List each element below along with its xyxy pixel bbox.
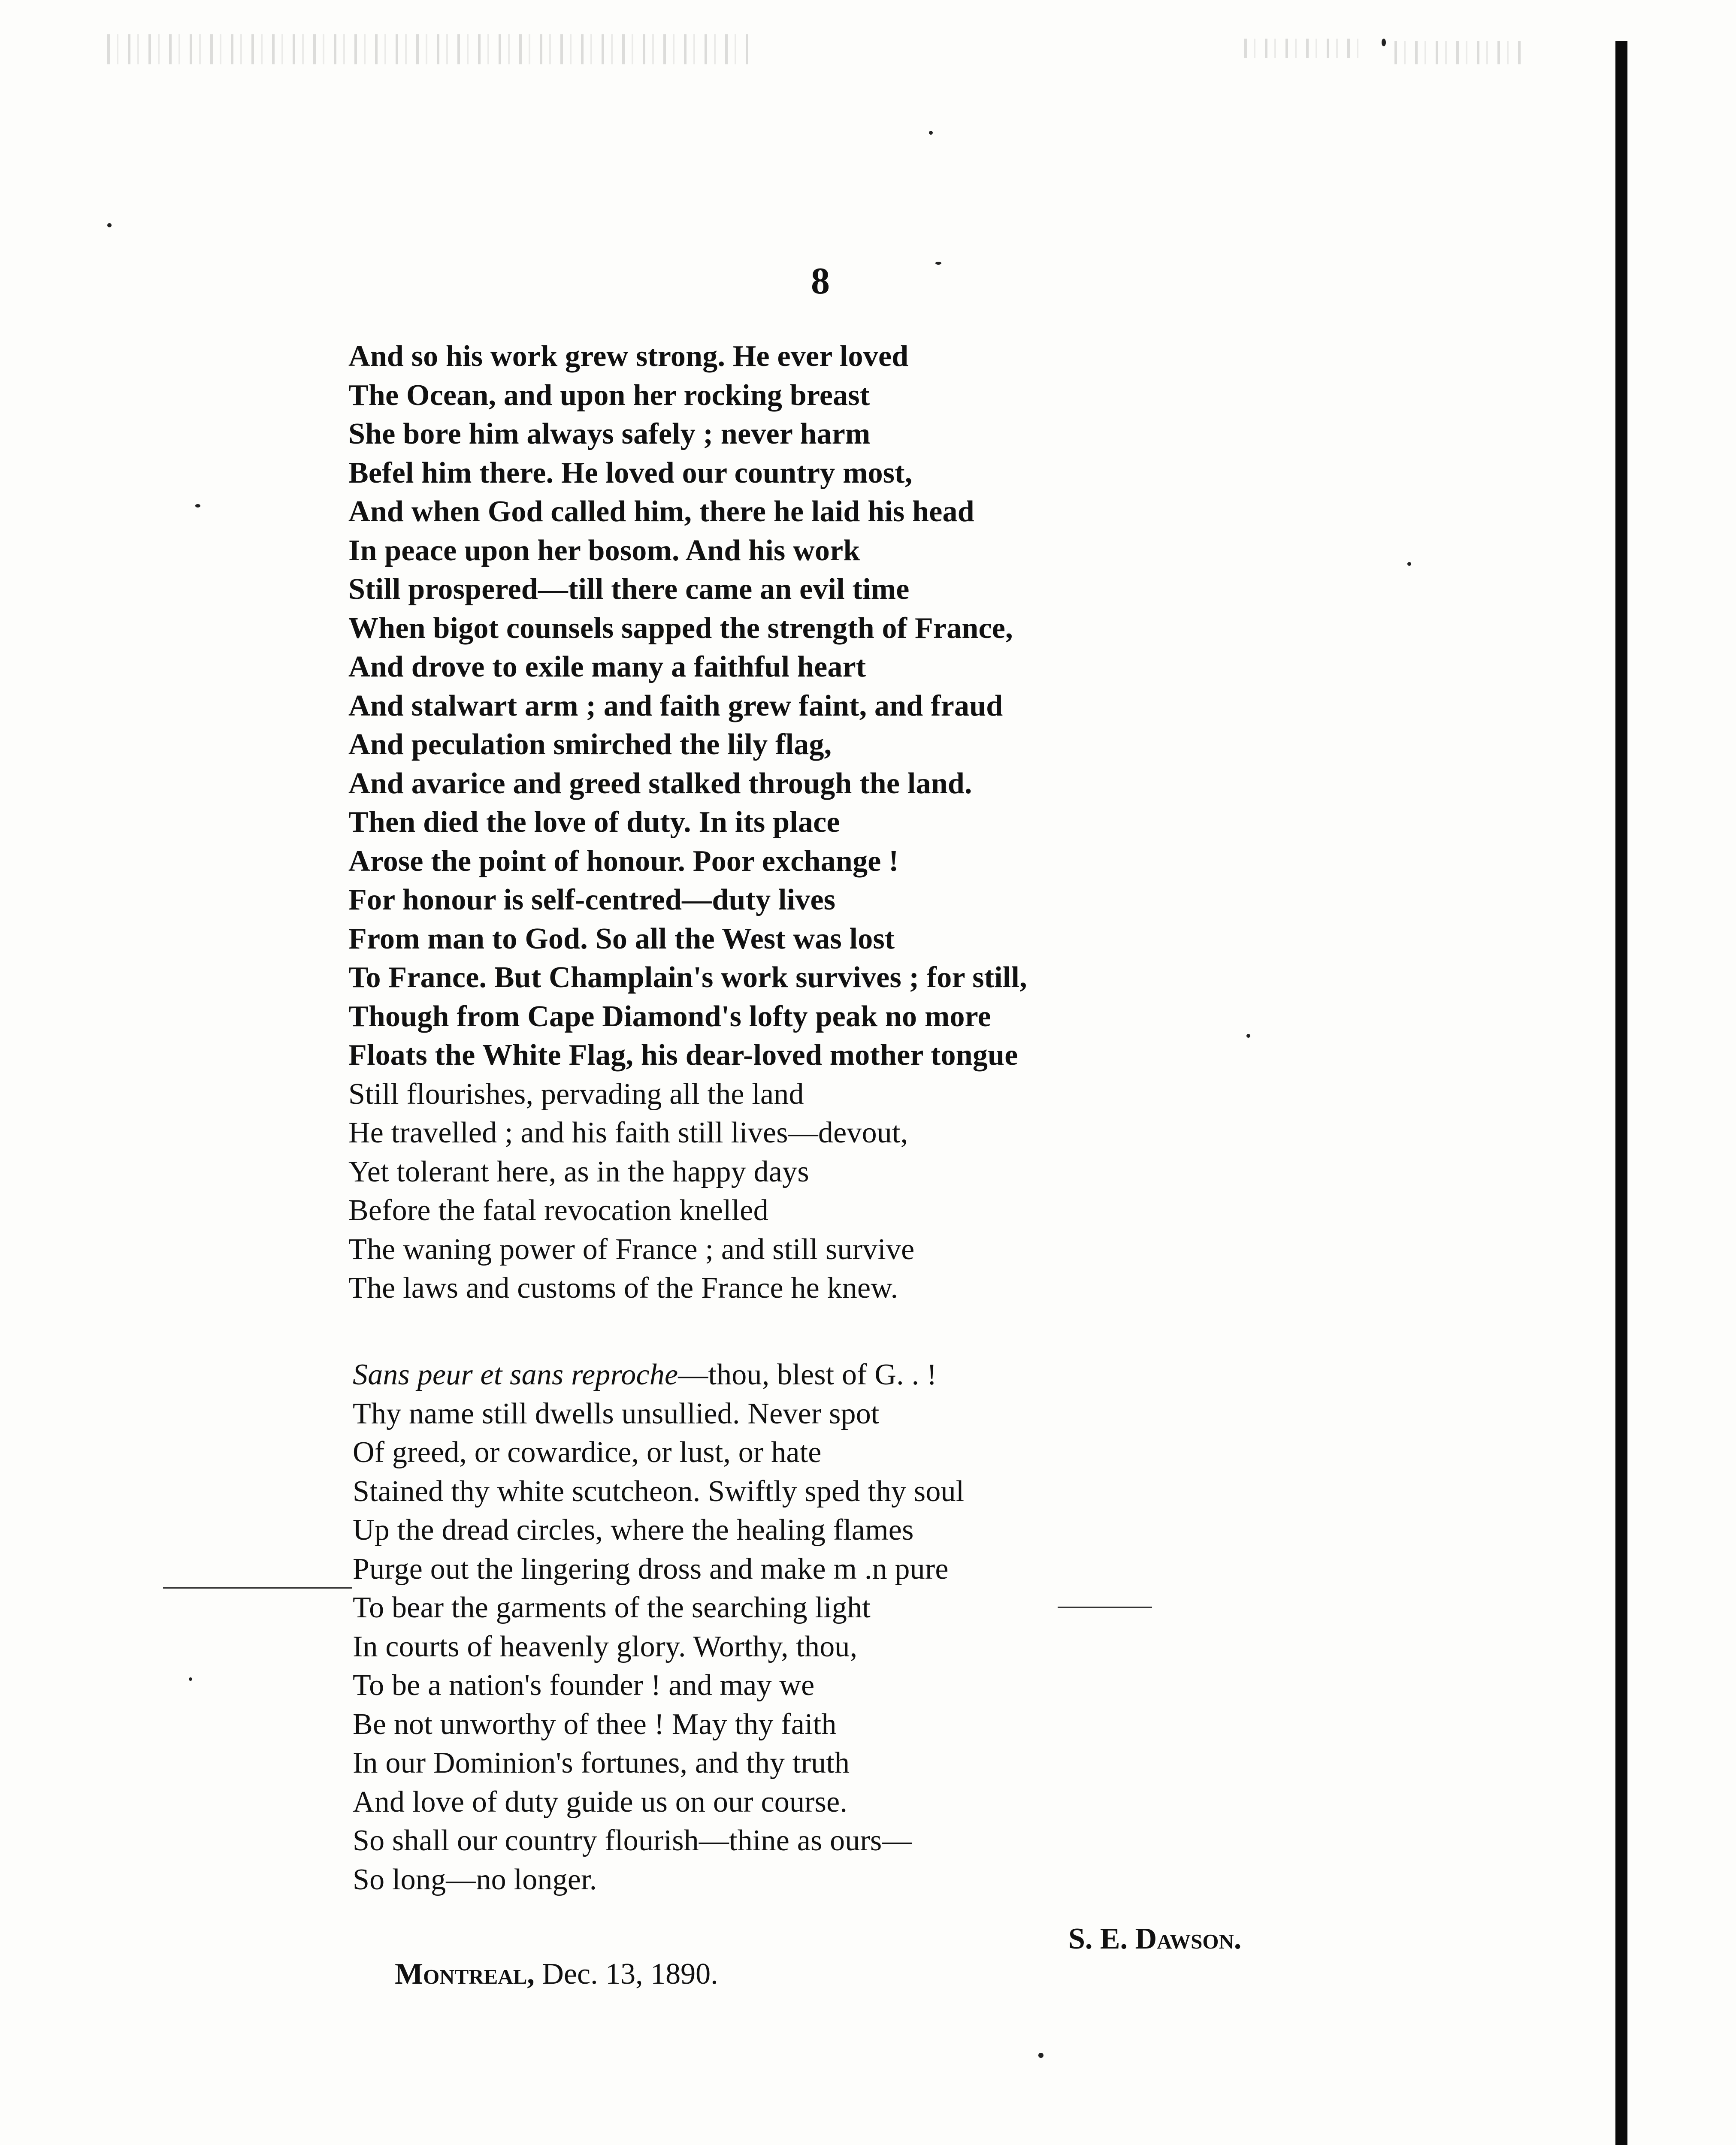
poem-line: The waning power of France ; and still survive bbox=[348, 1233, 915, 1266]
first-line-rest: —thou, blest of G. . ! bbox=[678, 1358, 937, 1391]
poem-line: Yet tolerant here, as in the happy days bbox=[348, 1155, 809, 1188]
poem-line: In our Dominion's fortunes, and thy truth bbox=[353, 1746, 850, 1779]
poem-line: Up the dread circles, where the healing flames bbox=[353, 1514, 914, 1547]
scan-artifact-line bbox=[1058, 1607, 1152, 1608]
poem-line: In courts of heavenly glory. Worthy, thou, bbox=[353, 1630, 858, 1663]
poem-line: Still prospered—till there came an evil time bbox=[348, 573, 910, 606]
speck bbox=[929, 131, 933, 135]
poem-line: And peculation smirched the lily flag, bbox=[348, 728, 832, 761]
poem-line: The Ocean, and upon her rocking breast bbox=[348, 378, 870, 412]
poem-line: And drove to exile many a faithful heart bbox=[348, 650, 866, 683]
poem-line: Purge out the lingering dross and make m .n pure bbox=[353, 1552, 949, 1586]
poem-line: Still flourishes, pervading all the land bbox=[348, 1077, 804, 1111]
poem-line: So shall our country flourish—thine as ours— bbox=[353, 1824, 912, 1857]
poem-line-first bbox=[353, 1356, 964, 1395]
poem-line: To be a nation's founder ! and may we bbox=[353, 1669, 815, 1702]
speck bbox=[189, 1677, 192, 1681]
poem-stanza-2 bbox=[353, 1356, 964, 1899]
poem-line: Of greed, or cowardice, or lust, or hate bbox=[353, 1436, 822, 1469]
poem-line: And love of duty guide us on our course. bbox=[353, 1785, 848, 1819]
poem-line: The laws and customs of the France he knew. bbox=[348, 1272, 898, 1305]
scan-noise bbox=[1244, 39, 1364, 58]
poem-line: In peace upon her bosom. And his work bbox=[348, 534, 860, 567]
poem-line: To France. But Champlain's work survives ; for still, bbox=[348, 961, 1027, 994]
poem-line: He travelled ; and his faith still lives—devout, bbox=[348, 1116, 908, 1149]
poem-line: And when God called him, there he laid his head bbox=[348, 495, 974, 528]
speck bbox=[1038, 2053, 1043, 2058]
poem-line: To bear the garments of the searching light bbox=[353, 1591, 871, 1624]
poem-line: Thy name still dwells unsullied. Never spot bbox=[353, 1397, 880, 1430]
poem-line: She bore him always safely ; never harm bbox=[348, 417, 871, 450]
speck bbox=[1382, 39, 1386, 46]
dateline bbox=[395, 1957, 718, 1991]
poem-line: For honour is self-centred—duty lives bbox=[348, 883, 836, 916]
poem-line: When bigot counsels sapped the strength of France, bbox=[348, 611, 1013, 645]
speck bbox=[1407, 562, 1411, 566]
poem-line: Stained thy white scutcheon. Swiftly sped thy soul bbox=[353, 1474, 965, 1508]
poem-line: Floats the White Flag, his dear-loved mother tongue bbox=[348, 1039, 1018, 1072]
poem-line: Befel him there. He loved our country most, bbox=[348, 456, 913, 489]
scan-noise bbox=[1394, 41, 1523, 64]
poem-line: Before the fatal revocation knelled bbox=[348, 1194, 768, 1227]
poem-line: And so his work grew strong. He ever loved bbox=[348, 340, 909, 373]
page-edge-shadow bbox=[1615, 41, 1627, 2145]
poem-line: Arose the point of honour. Poor exchange ! bbox=[348, 844, 899, 878]
scan-artifact-line bbox=[163, 1587, 352, 1589]
poem-line: Then died the love of duty. In its place bbox=[348, 806, 840, 839]
dateline-place: Montreal, bbox=[395, 1958, 535, 1991]
speck bbox=[107, 223, 112, 227]
speck bbox=[1246, 1034, 1250, 1038]
poem-stanza-1 bbox=[348, 337, 1027, 1308]
dateline-date: Dec. 13, 1890. bbox=[542, 1958, 718, 1991]
speck bbox=[935, 262, 941, 265]
scan-noise bbox=[107, 34, 751, 64]
poem-line: From man to God. So all the West was lost bbox=[348, 922, 895, 955]
poem-line: And avarice and greed stalked through the land. bbox=[348, 767, 972, 800]
poem-line: Be not unworthy of thee ! May thy faith bbox=[353, 1707, 837, 1741]
poem-line: Though from Cape Diamond's lofty peak no more bbox=[348, 1000, 991, 1033]
speck bbox=[195, 504, 200, 508]
page-number: 8 bbox=[811, 260, 830, 302]
author-signature: S. E. Dawson. bbox=[1068, 1922, 1242, 1955]
poem-line: And stalwart arm ; and faith grew faint, and fraud bbox=[348, 689, 1003, 722]
italic-motto: Sans peur et sans reproche bbox=[353, 1358, 678, 1391]
poem-line: So long—no longer. bbox=[353, 1863, 597, 1896]
